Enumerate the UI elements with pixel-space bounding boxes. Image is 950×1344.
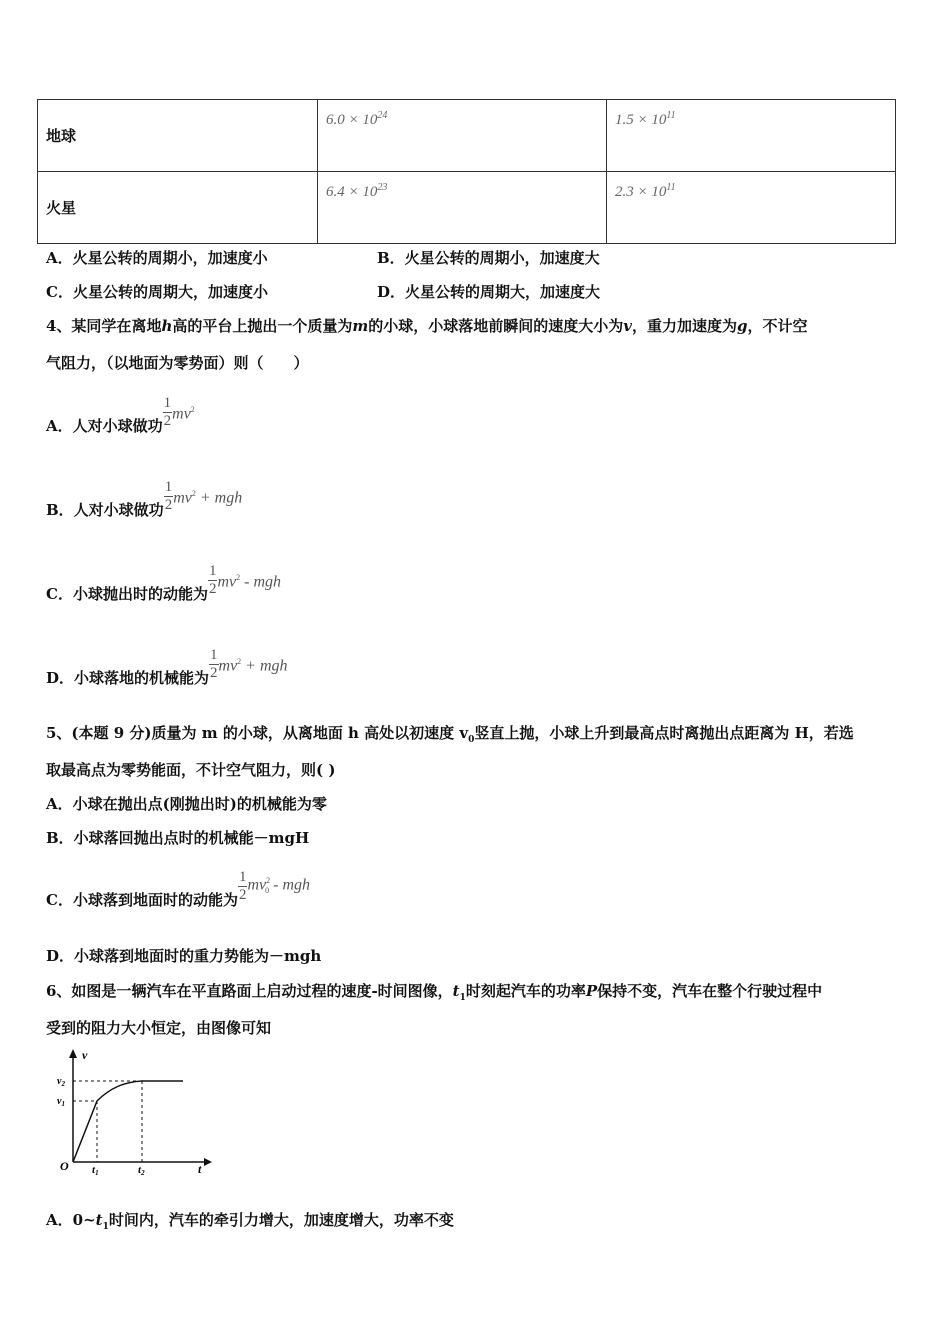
q5-option-d: D．小球落到地面时的重力势能为－mgh [46, 947, 322, 965]
q4-option-b: B．人对小球做功 $\frac{1}{2}$ $mv^2$ + mgh [46, 478, 243, 519]
t2-label: t2 [138, 1164, 145, 1176]
fraction-half: $\frac{1}{2}$ [164, 478, 173, 513]
planet-name-cell: 地球 [38, 100, 318, 172]
q4-option-a: A．人对小球做功 $\frac{1}{2}$ $mv^2$ [46, 394, 195, 435]
fraction-half: $\frac{1}{2}$ [238, 868, 247, 903]
fraction-half: $\frac{1}{2}$ [210, 646, 218, 681]
radius-cell: $2.3 \times 10^{11}$ [607, 172, 896, 244]
origin-label: O [60, 1159, 69, 1173]
table-row [38, 100, 896, 172]
q6-stem-line1: 6、如图是一辆汽车在平直路面上启动过程的速度-时间图像，$t_1$时刻起汽车的功率P保持不变，汽车在整个行驶过程中 [46, 982, 823, 1003]
q3-option-a: A．火星公转的周期小，加速度小 [46, 249, 268, 267]
v1-label: $v_1$ [57, 1096, 65, 1108]
kinetic-expression: $mv^2$ + mgh [218, 656, 288, 675]
q5-stem-line2: 取最高点为零势能面，不计空气阻力，则( ) [46, 761, 336, 779]
kinetic-expression: $mv^2$ - mgh [217, 572, 281, 591]
q5-option-b: B．小球落回抛出点时的机械能－mgH [46, 829, 310, 847]
q5-stem-line1: 5、(本题 9 分)质量为 m 的小球，从离地面 h 高处以初速度 $v_0$竖直上抛，小球上升到最高点时离抛出点距离为 H，若选 [46, 724, 854, 745]
q4-option-c: C．小球抛出时的动能为 $\frac{1}{2}$ $mv^2$ - mgh [46, 562, 281, 603]
planet-data-table [37, 99, 896, 244]
v-axis-label: v [82, 1048, 88, 1062]
table-row [38, 172, 896, 244]
t1-label: t1 [92, 1164, 99, 1176]
v2-label: $v_2$ [57, 1076, 65, 1088]
q3-option-d: D．火星公转的周期大，加速度大 [377, 283, 601, 301]
q6-option-a: A．$0\sim t_1$时间内，汽车的牵引力增大，加速度增大，功率不变 [46, 1211, 454, 1232]
mass-cell: $6.4 \times 10^{23}$ [318, 172, 607, 244]
kinetic-expression: $mv^2$ + mgh [173, 488, 243, 507]
q5-option-a: A．小球在抛出点(刚抛出时)的机械能为零 [46, 795, 327, 813]
velocity-curve [73, 1081, 183, 1162]
kinetic-expression: $mv^2$ [172, 404, 195, 423]
q3-option-c: C．火星公转的周期大，加速度小 [46, 283, 268, 301]
fraction-half: $\frac{1}{2}$ [208, 562, 217, 597]
q5-option-c: C．小球落到地面时的动能为 $\frac{1}{2}$ $mv^2_0$ - mgh [46, 868, 310, 909]
q4-stem-line2: 气阻力，（以地面为零势面）则（ ） [46, 354, 309, 372]
t-axis-arrow [204, 1158, 212, 1166]
velocity-time-graph [52, 1046, 220, 1176]
t-axis-label: t [198, 1162, 202, 1176]
radius-cell: $1.5 \times 10^{11}$ [607, 100, 896, 172]
mass-cell: $6.0 \times 10^{24}$ [318, 100, 607, 172]
fraction-half: $\frac{1}{2}$ [163, 394, 172, 429]
kinetic-expression: $mv^2_0$ - mgh [247, 875, 310, 896]
q6-stem-line2: 受到的阻力大小恒定，由图像可知 [46, 1019, 272, 1037]
q4-stem-line1: 4、某同学在离地h高的平台上抛出一个质量为m的小球，小球落地前瞬间的速度大小为v，重力加速度为g，不计空 [46, 317, 808, 335]
planet-name-cell: 火星 [38, 172, 318, 244]
v-axis-arrow [69, 1049, 77, 1058]
q4-option-d: D．小球落地的机械能为 $\frac{1}{2}$ $mv^2$ + mgh [46, 646, 288, 687]
q3-option-b: B．火星公转的周期小，加速度大 [377, 249, 600, 267]
